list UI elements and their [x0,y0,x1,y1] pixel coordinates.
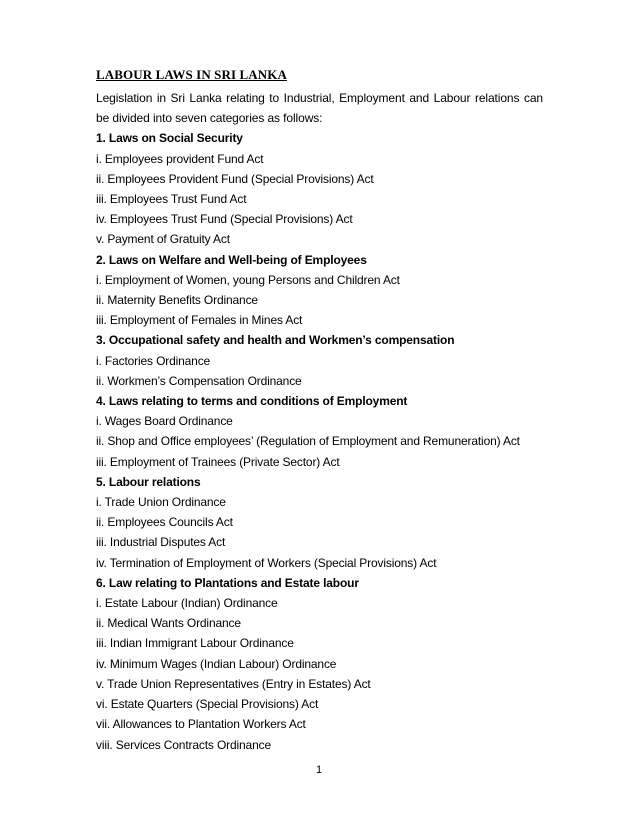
list-item: ii. Medical Wants Ordinance [96,616,241,631]
list-item: v. Trade Union Representatives (Entry in Estates) Act [96,676,371,691]
list-item: vii. Allowances to Plantation Workers Act [96,717,306,732]
list-item: iii. Employment of Trainees (Private Sector) Act [96,454,340,469]
list-item: vi. Estate Quarters (Special Provisions) Act [96,697,319,712]
list-item: i. Factories Ordinance [96,353,211,368]
list-item: ii. Employees Councils Act [96,515,233,530]
list-item: iv. Minimum Wages (Indian Labour) Ordinance [96,656,337,671]
section-heading: 6. Law relating to Plantations and Estate labour [96,575,359,590]
list-item: ii. Workmen’s Compensation Ordinance [96,373,302,388]
intro-paragraph: Legislation in Sri Lanka relating to Industrial, Employment and Labour relations can be divided into seven categories as follows: [96,91,543,126]
list-item: ii. Maternity Benefits Ordinance [96,293,258,308]
section-heading: 2. Laws on Welfare and Well-being of Employees [96,252,367,267]
section-heading: 5. Labour relations [96,474,201,489]
section-heading: 1. Laws on Social Security [96,131,243,146]
list-item: i. Trade Union Ordinance [96,495,226,510]
list-item: iii. Industrial Disputes Act [96,535,226,550]
list-item: iv. Termination of Employment of Workers (Special Provisions) Act [96,555,437,570]
list-item: v. Payment of Gratuity Act [96,232,230,247]
list-item: ii. Employees Provident Fund (Special Provisions) Act [96,171,374,186]
sections-list [96,128,543,754]
list-item: i. Employees provident Fund Act [96,151,264,166]
list-item: iii. Employment of Females in Mines Act [96,313,303,328]
section-heading: 3. Occupational safety and health and Workmen’s compensation [96,333,455,348]
document-body [96,66,543,755]
list-item: iii. Indian Immigrant Labour Ordinance [96,636,294,651]
section-heading: 4. Laws relating to terms and conditions of Employment [96,394,408,409]
list-item: i. Estate Labour (Indian) Ordinance [96,596,278,611]
list-item: viii. Services Contracts Ordinance [96,737,271,752]
list-item: ii. Shop and Office employees’ (Regulation of Employment and Remuneration) Act [96,434,520,449]
list-item: i. Employment of Women, young Persons and Children Act [96,272,400,287]
document-title: LABOUR LAWS IN SRI LANKA [96,67,287,82]
page-number: 1 [315,764,323,776]
list-item: iii. Employees Trust Fund Act [96,192,247,207]
list-item: i. Wages Board Ordinance [96,414,233,429]
list-item: iv. Employees Trust Fund (Special Provisions) Act [96,212,353,227]
